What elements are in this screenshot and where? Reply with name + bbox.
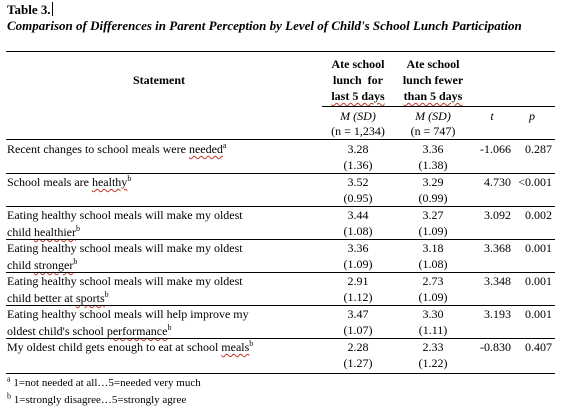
footnote-b [7, 393, 186, 407]
statement-line2: oldest child's school [7, 324, 107, 338]
sd-col2: (1.11) [418, 323, 448, 337]
header-col2-line1: Ate school [406, 57, 460, 71]
statement-line1: Eating healthy school meals will help improve my [7, 307, 249, 321]
header-p: p [529, 109, 535, 123]
t-value: -1.066 [480, 142, 511, 156]
sd-col1: (1.12) [343, 290, 373, 304]
statement-cell [7, 207, 307, 241]
statement-cell [7, 339, 307, 356]
row-divider [6, 206, 555, 207]
t-value: 3.092 [484, 208, 511, 222]
statement-keyword: healthy [91, 175, 128, 189]
sd-col2: (1.09) [418, 224, 448, 238]
statement-footnote-mark: b [104, 290, 109, 299]
statement-footnote-mark: b [73, 257, 78, 266]
text-cursor [52, 2, 53, 16]
mean-col2: 2.73 [422, 274, 444, 288]
mean-col2: 3.30 [422, 307, 444, 321]
mean-col2: 3.36 [422, 142, 444, 156]
statement-keyword: needed [188, 142, 223, 156]
statement-cell [7, 273, 307, 307]
statement-cell [7, 240, 307, 274]
statement-line1: Eating healthy school meals will make my oldest [7, 208, 243, 222]
sd-col2: (1.08) [418, 257, 448, 271]
table-label [7, 2, 53, 18]
p-value: <0.001 [518, 175, 552, 189]
statement-line2: child better at [7, 291, 76, 305]
t-value: 3.193 [484, 307, 511, 321]
mean-col1: 3.52 [347, 175, 369, 189]
statement-line2: child [7, 225, 34, 239]
statement-cell [7, 141, 307, 158]
t-value: 3.368 [484, 241, 511, 255]
statement-keyword: performance [106, 324, 168, 338]
statement-footnote-mark: b [75, 224, 80, 233]
p-value: 0.001 [525, 274, 552, 288]
row-divider [6, 305, 555, 306]
mean-col1: 3.28 [347, 142, 369, 156]
mean-col1: 3.36 [347, 241, 369, 255]
p-value: 0.287 [525, 142, 552, 156]
statement-keyword: sports [75, 291, 105, 305]
sd-col2: (1.38) [418, 158, 448, 172]
t-value: 3.348 [484, 274, 511, 288]
header-col1-line2: lunch for [332, 73, 383, 87]
table-caption: Comparison of Differences in Parent Perception by Level of Child's School Lunch Participation [7, 18, 522, 33]
statement-keyword: stronger [34, 258, 74, 272]
header-n2: (n = 747) [410, 124, 456, 138]
header-col2-line3 [395, 89, 471, 103]
statement-line1: Recent changes to school meals were [7, 142, 189, 156]
header-rule [6, 139, 555, 140]
statement-footnote-mark: b [249, 339, 254, 348]
sd-col2: (0.99) [418, 191, 448, 205]
statement-cell [7, 174, 307, 191]
footnote-b-text: 1=strongly disagree…5=strongly agree [11, 394, 187, 406]
header-msd-1: M (SD) [340, 109, 376, 123]
sd-col1: (1.36) [343, 158, 373, 172]
statement-line2: child [7, 258, 34, 272]
table-label-text: Table 3. [7, 2, 51, 17]
footnote-a-text: 1=not needed at all…5=needed very much [10, 377, 201, 389]
mean-col2: 2.33 [422, 340, 444, 354]
footnote-b-mark: b [7, 391, 11, 401]
footnote-a-mark: a [7, 374, 11, 384]
mean-col1: 2.28 [347, 340, 369, 354]
header-col2-line3-text: than 5 days [403, 89, 463, 103]
footnote-a [7, 376, 201, 390]
statement-line1: School meals are [7, 175, 92, 189]
statement-line1: Eating healthy school meals will make my oldest [7, 241, 243, 255]
header-t: t [490, 109, 494, 123]
statement-line1: Eating healthy school meals will make my oldest [7, 274, 243, 288]
statement-keyword: meals [221, 340, 250, 354]
statement-keyword: healthier [34, 225, 76, 239]
header-msd-2: M (SD) [415, 109, 451, 123]
mean-col1: 3.44 [347, 208, 369, 222]
mean-col2: 3.27 [422, 208, 444, 222]
header-statement: Statement [133, 73, 185, 87]
sd-col1: (1.07) [343, 323, 373, 337]
statement-footnote-mark: b [127, 174, 132, 183]
subheader-rule [322, 106, 555, 107]
p-value: 0.407 [525, 340, 552, 354]
sd-col1: (0.95) [343, 191, 373, 205]
sd-col1: (1.09) [343, 257, 373, 271]
row-divider [6, 173, 555, 174]
mean-col2: 3.29 [422, 175, 444, 189]
statement-line1: My oldest child gets enough to eat at school [7, 340, 222, 354]
header-n1: (n = 1,234) [331, 124, 385, 138]
row-divider [6, 338, 555, 339]
p-value: 0.002 [525, 208, 552, 222]
statement-footnote-mark: a [222, 141, 227, 150]
header-col1-line1: Ate school [331, 57, 385, 71]
p-value: 0.001 [525, 241, 552, 255]
header-col1-line3 [322, 89, 394, 103]
t-value: 4.730 [484, 175, 511, 189]
sd-col2: (1.22) [418, 356, 448, 370]
sd-col1: (1.08) [343, 224, 373, 238]
p-value: 0.001 [525, 307, 552, 321]
mean-col2: 3.18 [422, 241, 444, 255]
header-col1-line3-text: last 5 days [331, 89, 385, 103]
top-rule [6, 51, 555, 52]
statement-cell [7, 306, 307, 340]
row-divider [6, 239, 555, 240]
sd-col2: (1.09) [418, 290, 448, 304]
sd-col1: (1.27) [343, 356, 373, 370]
mean-col1: 3.47 [347, 307, 369, 321]
t-value: -0.830 [480, 340, 511, 354]
row-divider [6, 272, 555, 273]
bottom-rule [6, 373, 555, 374]
mean-col1: 2.91 [347, 274, 369, 288]
header-col2-line2: lunch fewer [402, 73, 464, 87]
statement-footnote-mark: b [167, 323, 172, 332]
